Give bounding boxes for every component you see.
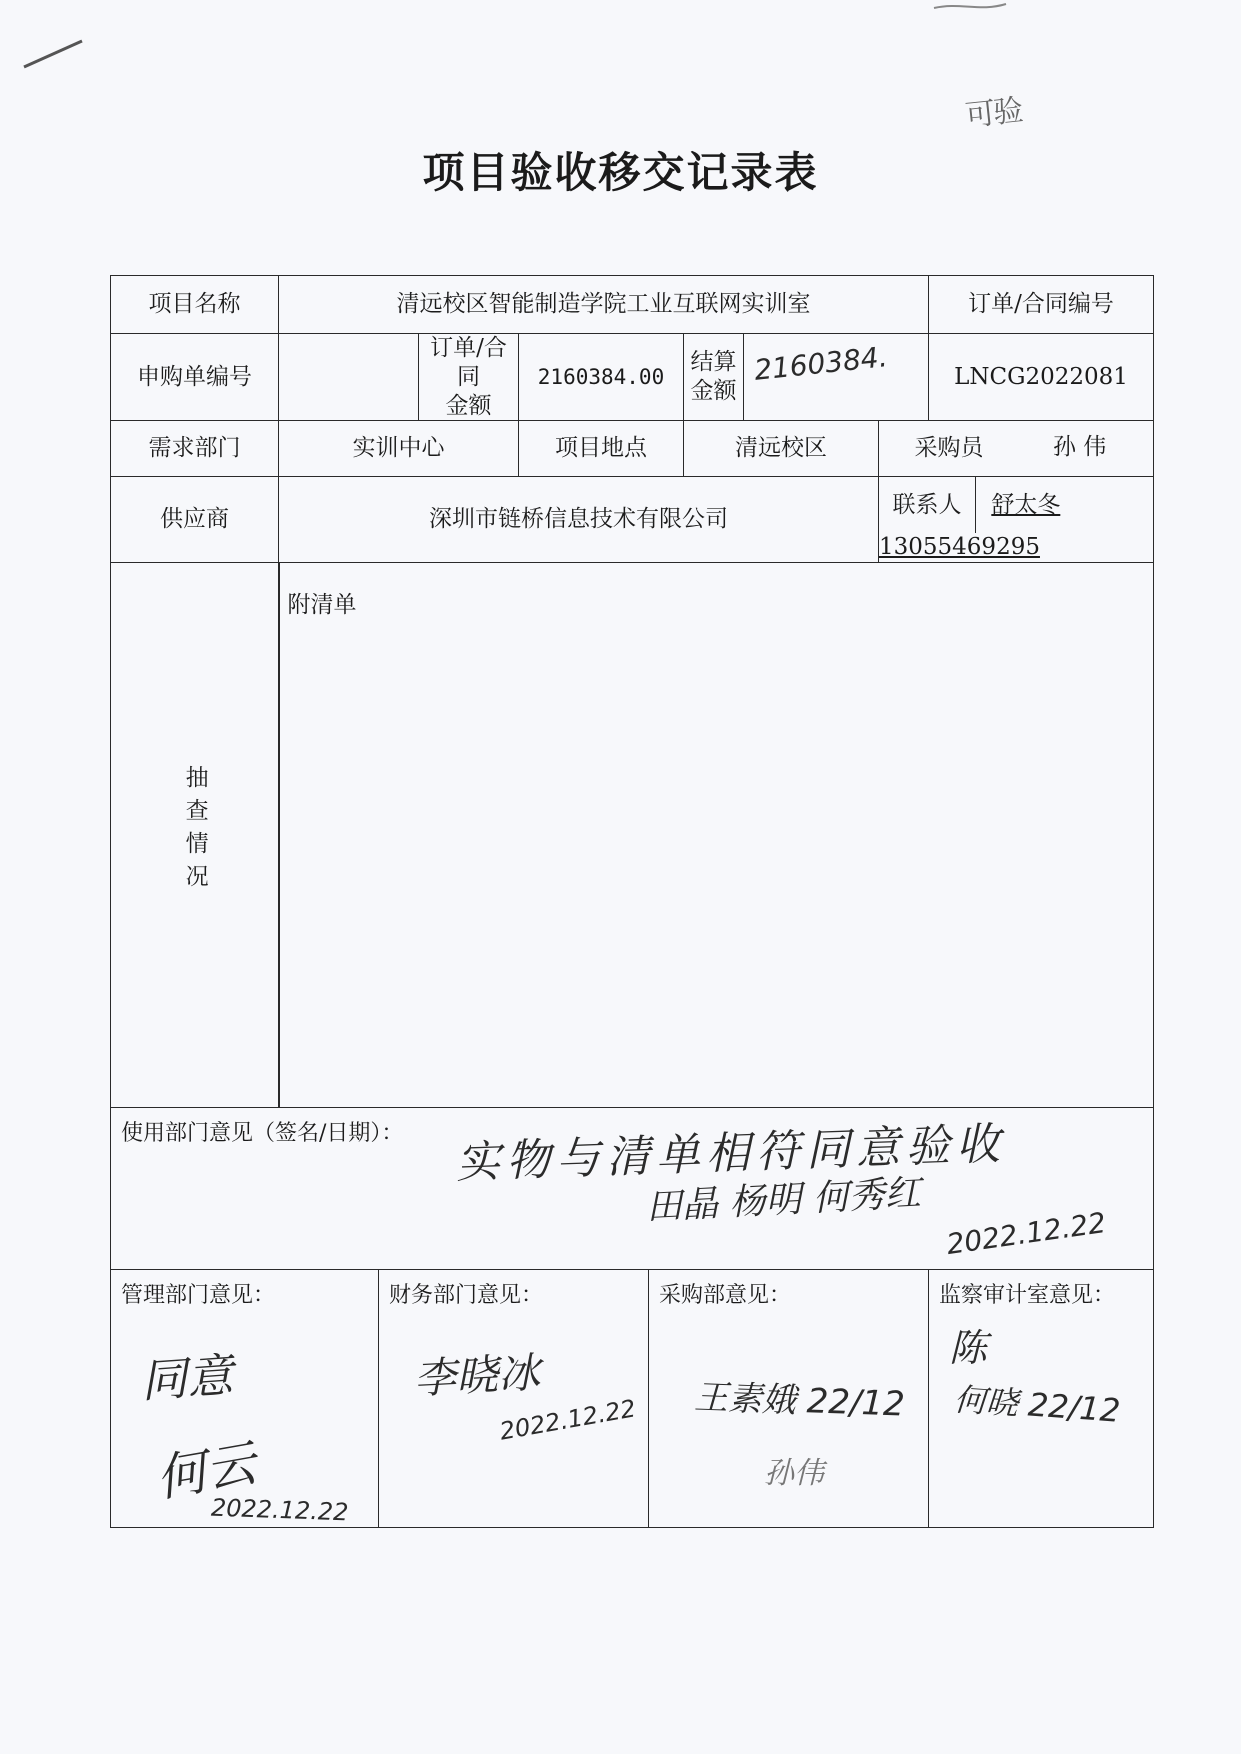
settle-amount-label-line2: 金额 [690, 378, 737, 405]
buyer-cell [879, 421, 1154, 477]
purchase-opinion-label: 采购部意见： [659, 1283, 792, 1308]
purchase-opinion-cell [649, 1270, 929, 1528]
requisition-no-label: 申购单编号 [111, 334, 279, 421]
project-name-label: 项目名称 [111, 276, 279, 334]
audit-opinion-cell [929, 1270, 1154, 1528]
project-name-value: 清远校区智能制造学院工业互联网实训室 [279, 276, 929, 334]
buyer-value: 孙 伟 [1053, 434, 1107, 461]
mgmt-opinion-handwritten: 同意 [139, 1347, 235, 1409]
location-label: 项目地点 [519, 421, 684, 477]
order-no-value: LNCG2022081 [929, 334, 1154, 421]
user-dept-signers-handwritten: 田晶 杨明 何秀红 [645, 1172, 922, 1229]
contract-amount-value: 2160384.00 [519, 334, 684, 421]
inspection-label: 抽查情况 [181, 765, 208, 898]
finance-opinion-label: 财务部门意见： [389, 1283, 544, 1308]
scan-edge-mark [930, 0, 1010, 14]
settle-amount-handwritten: 2160384. [752, 340, 889, 387]
inspection-content [279, 563, 1154, 1108]
finance-date-handwritten: 2022.12.22 [497, 1394, 638, 1446]
buyer-label: 采购员 [914, 435, 984, 462]
contract-amount-label-line2: 金额 [445, 392, 492, 419]
document-title: 项目验收移交记录表 [422, 148, 819, 197]
user-dept-opinion-handwritten: 实物与清单相符同意验收 [455, 1118, 1007, 1189]
scan-pen-mark [20, 35, 90, 75]
settle-amount-label-line1: 结算 [690, 349, 737, 376]
attachment-note: 附清单 [287, 592, 357, 618]
user-dept-date-handwritten: 2022.12.22 [944, 1206, 1108, 1261]
corner-handwritten-note: 可验 [963, 93, 1024, 134]
settle-amount-value [744, 334, 929, 421]
dept-label: 需求部门 [111, 421, 279, 477]
user-dept-opinion-label: 使用部门意见（签名/日期）： [121, 1121, 404, 1146]
contract-amount-label [419, 334, 519, 421]
finance-opinion-cell [379, 1270, 649, 1528]
mgmt-opinion-label: 管理部门意见： [121, 1283, 276, 1308]
audit-opinion-label: 监察审计室意见： [939, 1283, 1116, 1308]
contact-cell [879, 477, 1154, 563]
acceptance-form-table [110, 275, 1154, 1528]
mgmt-opinion-cell [111, 1270, 379, 1528]
mgmt-signer-handwritten: 何云 [151, 1433, 261, 1509]
mgmt-date-handwritten: 2022.12.22 [210, 1493, 349, 1527]
user-dept-opinion-cell [111, 1108, 1154, 1270]
order-no-label: 订单/合同编号 [929, 276, 1154, 334]
audit-handwritten-1: 陈 [949, 1326, 988, 1370]
inspection-label-cell [111, 563, 279, 1108]
contact-value: 舒太冬 13055469295 [879, 492, 1061, 561]
supplier-value: 深圳市链桥信息技术有限公司 [279, 477, 879, 563]
contact-label: 联系人 [879, 477, 976, 533]
purchase-signer2-handwritten: 孙伟 [764, 1456, 824, 1491]
location-value: 清远校区 [684, 421, 879, 477]
finance-signer-handwritten: 李晓冰 [412, 1347, 542, 1404]
contract-amount-label-line1: 订单/合同 [430, 335, 507, 390]
dept-value: 实训中心 [279, 421, 519, 477]
purchase-signer-handwritten: 王素娥 22/12 [693, 1377, 906, 1425]
audit-handwritten-2: 何晓 22/12 [952, 1380, 1122, 1430]
settle-amount-label [684, 334, 744, 421]
supplier-label: 供应商 [111, 477, 279, 563]
requisition-no-value [279, 334, 419, 421]
